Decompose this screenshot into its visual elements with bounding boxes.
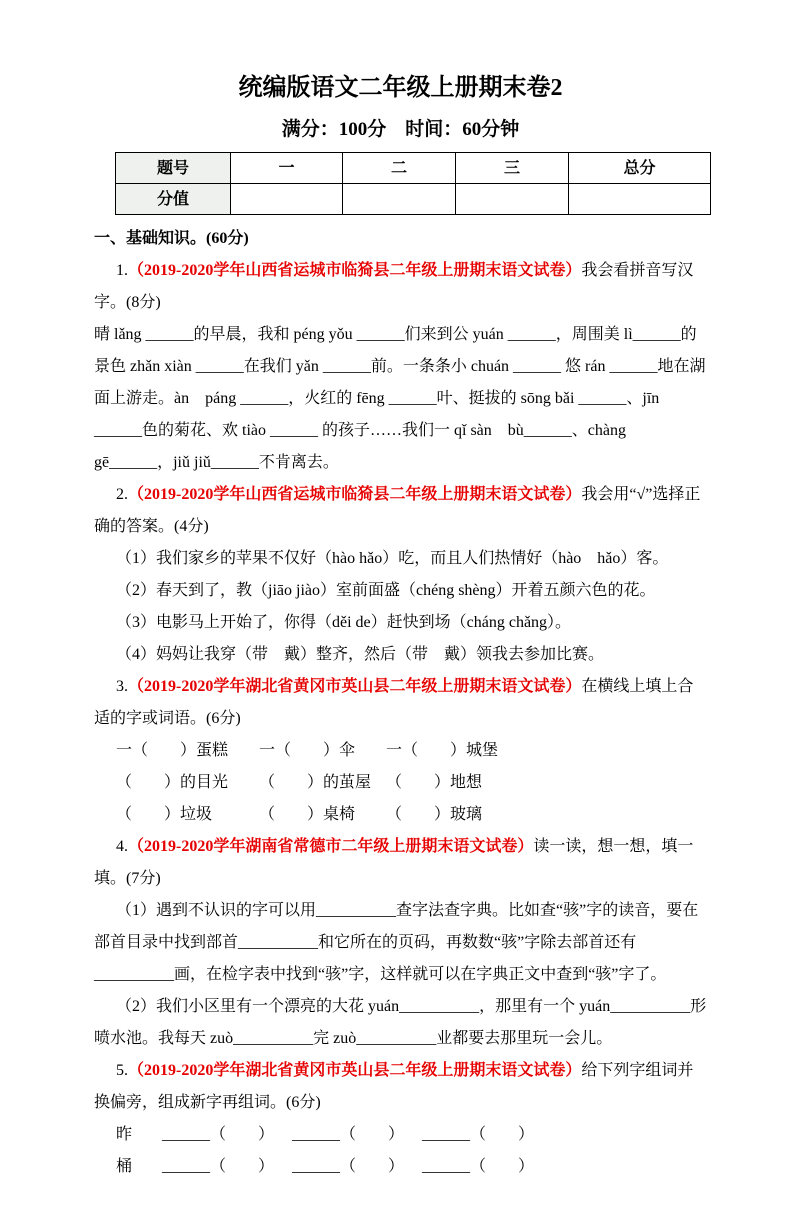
fill-cell: 一（ ）伞	[259, 742, 356, 760]
question-2-number: 2.	[116, 486, 128, 504]
question-4-header	[94, 831, 707, 895]
question-1-source: （2019-2020学年山西省运城市临猗县二年级上册期末语文试卷）	[128, 262, 582, 280]
question-3-header	[94, 671, 707, 735]
fill-cell: （ ）垃圾	[116, 806, 213, 824]
question-5-row-1	[94, 1119, 707, 1151]
fill-row-1	[94, 735, 707, 767]
score-table-value-row	[116, 184, 711, 215]
question-5-row-2	[94, 1151, 707, 1183]
question-3-source: （2019-2020学年湖北省黄冈市英山县二年级上册期末语文试卷）	[128, 678, 582, 696]
word-blank-group: ______（ ）	[292, 1158, 405, 1176]
fill-cell: 一（ ）蛋糕	[116, 742, 229, 760]
question-2-item-3: （3）电影马上开始了，你得（děi de）赶快到场（cháng chǎng）。	[116, 614, 572, 632]
score-table-section-2: 二	[343, 153, 456, 184]
score-table	[115, 152, 711, 215]
question-5-prompt: 给下列字组词并换偏旁，组成新字再组词。(6分)	[94, 1062, 694, 1112]
fill-cell: （ ）地想	[386, 774, 483, 792]
question-2-item-2: （2）春天到了，教（jiāo jiào）室前面盛（chéng shèng）开着五颜六色的花。	[116, 582, 656, 600]
question-4-prompt: 读一读，想一想，填一填。(7分)	[94, 838, 694, 888]
base-character: 桶	[116, 1158, 133, 1176]
question-2-source: （2019-2020学年山西省运城市临猗县二年级上册期末语文试卷）	[128, 486, 582, 504]
question-5-source: （2019-2020学年湖北省黄冈市英山县二年级上册期末语文试卷）	[128, 1062, 582, 1080]
question-4-source: （2019-2020学年湖南省常德市二年级上册期末语文试卷）	[128, 838, 534, 856]
question-5-header	[94, 1055, 707, 1119]
page-title: 统编版语文二年级上册期末卷2	[238, 75, 563, 101]
base-character: 昨	[116, 1126, 133, 1144]
question-2-prompt: 我会用“√”选择正确的答案。(4分)	[94, 486, 701, 536]
fill-row-2	[94, 767, 707, 799]
fill-cell: （ ）的目光	[116, 774, 229, 792]
exam-info: 满分：100分 时间：60分钟	[281, 118, 520, 140]
score-table-score-label: 分值	[116, 184, 231, 215]
question-4-item-2: （2）我们小区里有一个漂亮的大花 yuán__________，那里有一个 yuán__________形喷水池。我每天 zuò__________完 zuò__________业都要去那里玩一会儿。	[94, 998, 707, 1048]
word-blank-group: ______（ ）	[422, 1126, 535, 1144]
score-cell-empty-3	[456, 184, 569, 215]
question-1-header	[94, 255, 707, 319]
question-3-prompt: 在横线上填上合适的字或词语。(6分)	[94, 678, 694, 728]
question-3-number: 3.	[116, 678, 128, 696]
fill-cell: （ ）的茧屋	[259, 774, 372, 792]
question-2-item-4: （4）妈妈让我穿（带 戴）整齐，然后（带 戴）领我去参加比赛。	[116, 646, 605, 664]
question-4-item-1: （1）遇到不认识的字可以用__________查字法查字典。比如查“骇”字的读音，要在部首目录中找到部首__________和它所在的页码，再数数“骇”字除去部首还有__________画，在检字表中找到“骇”字，这样就可以在字典正文中查到“骇”字了。	[94, 902, 699, 984]
fill-cell: （ ）桌椅	[259, 806, 356, 824]
section-1-heading: 一、基础知识。(60分)	[94, 230, 249, 248]
question-1-prompt: 我会看拼音写汉字。(8分)	[94, 262, 694, 312]
question-2-header	[94, 479, 707, 543]
score-table-section-1: 一	[231, 153, 343, 184]
score-table-total-label: 总分	[569, 153, 711, 184]
word-blank-group: ______（ ）	[292, 1126, 405, 1144]
question-1-body: 晴 lǎng ______的早晨，我和 péng yǒu ______们来到公 yuán ______，周围美 lì______的景色 zhǎn xiàn ______在我们 yǎn ______前。一条条小 chuán ______ 悠 rán ______地在湖面上游走。àn páng ______，火红的 fēng ______叶、挺拔的 sōng bǎi ______、jīn ______色的菊花、欢 tiào ______ 的孩子……我们一 qǐ sàn bù______、chàng gē______，jiǔ jiǔ______不肯离去。	[94, 326, 706, 472]
fill-row-3	[94, 799, 707, 831]
question-3-fill-grid	[94, 735, 707, 831]
score-table-section-3: 三	[456, 153, 569, 184]
score-table-question-label: 题号	[116, 153, 231, 184]
question-2-item-1: （1）我们家乡的苹果不仅好（hào hǎo）吃，而且人们热情好（hào hǎo）客。	[116, 550, 669, 568]
score-cell-empty-2	[343, 184, 456, 215]
fill-cell: 一（ ）城堡	[386, 742, 499, 760]
question-5-number: 5.	[116, 1062, 128, 1080]
score-cell-empty-1	[231, 184, 343, 215]
fill-cell: （ ）玻璃	[386, 806, 483, 824]
score-cell-empty-total	[569, 184, 711, 215]
score-table-header-row	[116, 153, 711, 184]
question-1-number: 1.	[116, 262, 128, 280]
word-blank-group: ______（ ）	[422, 1158, 535, 1176]
question-4-number: 4.	[116, 838, 128, 856]
word-blank-group: ______（ ）	[162, 1126, 275, 1144]
word-blank-group: ______（ ）	[162, 1158, 275, 1176]
